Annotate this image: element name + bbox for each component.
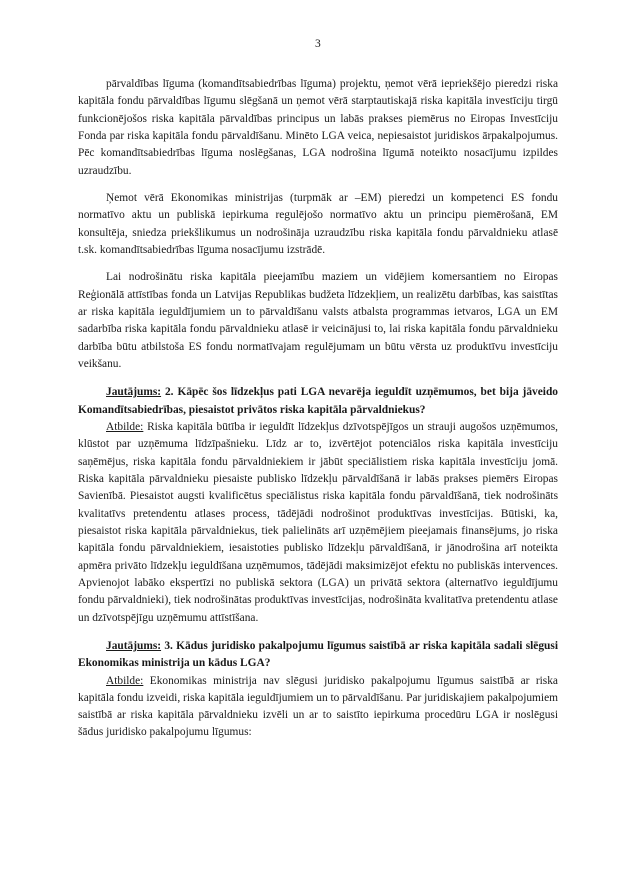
paragraph-2: Ņemot vērā Ekonomikas ministrijas (turpmāk ar –EM) pieredzi un kompetenci ES fondu normatīvo aktu un publiskā iepirkuma regulējošo normatīvo aktu un principu piemērošanā, EM konsultēja, sniedza priekšlikumus un nodrošināja uzraudzību riska kapitāla fondu pārvaldnieku atlasē t.sk. komandītsabiedrības līguma nosacījumu izstrādē. <box>78 191 558 256</box>
paragraph-spacer <box>78 180 558 190</box>
question-number: 2. <box>164 386 174 399</box>
question-2 <box>78 384 558 419</box>
answer-3 <box>78 673 558 742</box>
answer-2 <box>78 419 558 627</box>
question-label: Jautājums: <box>106 386 162 399</box>
question-3 <box>78 638 558 673</box>
answer-label: Atbilde: <box>106 674 144 687</box>
question-number: 3. <box>164 639 173 652</box>
question-label: Jautājums: <box>106 639 162 652</box>
question-text: Kādus juridisko pakalpojumu līgumus saistībā ar riska kapitāla sadali slēgusi Ekonomikas ministrija un kādus LGA? <box>78 639 558 670</box>
section-gap <box>78 373 558 384</box>
page-number: 3 <box>315 38 321 50</box>
section-gap <box>78 627 558 638</box>
answer-label: Atbilde: <box>106 420 144 433</box>
answer-text: Riska kapitāla būtība ir ieguldīt līdzekļus dzīvotspējīgos un strauji augošos uzņēmumos, klūstot par uzņēmuma līdzīpašnieku. Līdz ar to, izvērtējot potenciālos riska kapitāla investīciju saņēmējus, riska kapitāla fondu pārvaldniekiem ir jābūt speciālistiem riska kapitāla investīciju jomā. Riska kapitāla pārvaldnieku piesaiste publisko līdzekļu pārvaldīšanā ir labās prakses piemērs Eiropas Savienībā. Piesaistot augsti kvalificētus speciālistus riska kapitāla fondu pārvaldīšanā, tiek nodrošināts kvalitatīvs pretendentu atlases process, tādējādi nodrošinot produktīvas investīcijas. Būtiski, ka, piesaistot riska kapitāla pārvaldniekus, tiek palielināts arī uzņēmējiem pieejamais finansējums, jo riska kapitāla fondu pārvaldniekiem, iesaistoties publisko līdzekļu pārvaldīšanā, ir jānodrošina arī noteikta apmēra privāto līdzekļu ieguldīšana uzņēmumos, tādējādi maksimizējot efektu no publiskās intervences. Apvienojot labāko ekspertīzi no publiskā sektora (LGA) un privātā sektora (alternatīvo ieguldījumu fondu pārvaldnieki), tiek nodrošinātas produktīvas investīcijas, nodrošināta kvalitatīva pretendentu atlase un dzīvotspējīgu uzņēmumu attīstīšana. <box>78 420 558 624</box>
answer-text: Ekonomikas ministrija nav slēgusi juridisko pakalpojumu līgumus saistībā ar riska kapitāla fondu izveidi, riska kapitāla ieguldījumiem un to pārvaldīšanu. Par juridiskajiem pakalpojumiem saistībā ar riska kapitāla pārvaldnieku izvēli un ar to saistīto iepirkuma procedūru LGA ir noslēgusi šādus juridisko pakalpojumu līgumus: <box>78 674 558 739</box>
paragraph-1: pārvaldības līguma (komandītsabiedrības līguma) projektu, ņemot vērā iepriekšējo pieredzi riska kapitāla fondu pārvaldības līgumu slēgšanā un ņemot vērā starptautiskajā riska kapitāla investīciju tirgū funkcionējošos riska kapitāla pārvaldības principus un labās prakses piemērus no Eiropas Investīciju Fonda par riska kapitāla fondu pārvaldīšanu. Minēto LGA veica, nepiesaistot juridiskos ārpakalpojumus. Pēc komandītsabiedrības līguma noslēgšanas, LGA nodrošina līgumā noteikto nosacījumu izpildes uzraudzību. <box>78 78 558 177</box>
paragraph-3: Lai nodrošinātu riska kapitāla pieejamību maziem un vidējiem komersantiem no Eiropas Reģionālā attīstības fonda un Latvijas Republikas budžeta līdzekļiem, un realizētu darbības, kas saistītas ar riska kapitāla ieguldījumiem un to pārvaldīšanu valsts atbalsta programmas ietvaros, LGA un EM sadarbība riska kapitāla fondu pārvaldnieku atlasē ir veicinājusi to, lai riska kapitāla fondu pārvaldnieku darbība būtu atbilstoša ES fondu normatīvajam regulējumam un būtu vērsta uz produktīvu investīciju veikšanu. <box>78 271 558 370</box>
question-text: Kāpēc šos līdzekļus pati LGA nevarēja ieguldīt uzņēmumos, bet bija jāveido Komandītsabiedrības, piesaistot privātos riska kapitāla pārvaldniekus? <box>78 386 558 416</box>
paragraph-spacer <box>78 259 558 269</box>
